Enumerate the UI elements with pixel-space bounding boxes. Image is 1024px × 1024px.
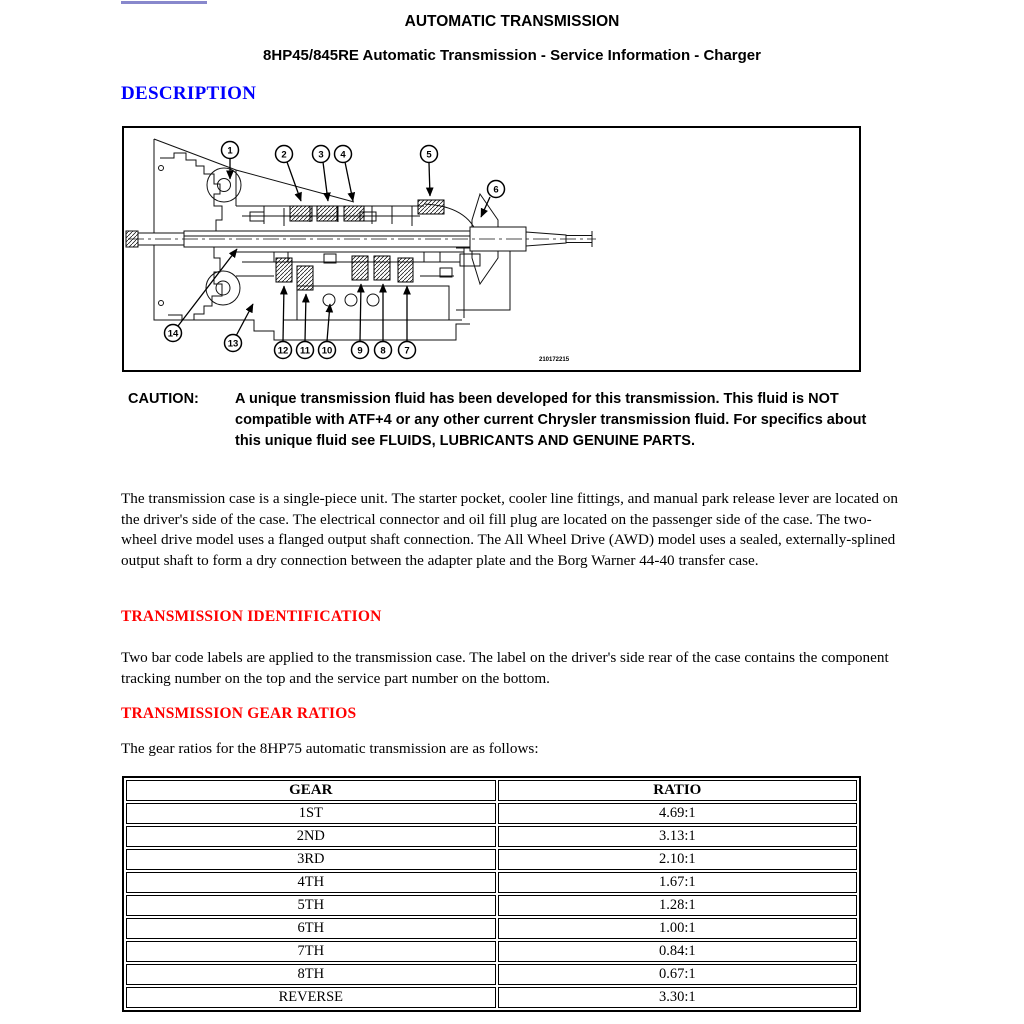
page-subtitle: 8HP45/845RE Automatic Transmission - Service Information - Charger	[263, 47, 761, 64]
ratio-cell: 2.10:1	[498, 849, 857, 870]
table-row	[126, 895, 857, 916]
gear-ratio-table	[122, 776, 861, 1012]
callout-13	[225, 335, 242, 352]
figure-number: 210172215	[539, 357, 570, 363]
transmission-cross-section	[124, 128, 859, 370]
svg-text:3: 3	[318, 149, 324, 161]
callout-12	[275, 342, 292, 359]
ratio-cell: 0.84:1	[498, 941, 857, 962]
callout-4	[335, 146, 352, 163]
svg-text:9: 9	[357, 345, 363, 357]
table-row	[126, 803, 857, 824]
gear-column-header: GEAR	[126, 780, 496, 801]
gear-cell: 3RD	[126, 849, 496, 870]
svg-text:12: 12	[277, 345, 289, 357]
svg-text:13: 13	[227, 338, 239, 350]
ratio-cell: 0.67:1	[498, 964, 857, 985]
callout-leader-lines	[178, 159, 490, 341]
caution-block	[128, 389, 900, 452]
ratio-cell: 4.69:1	[498, 803, 857, 824]
caution-label: CAUTION:	[128, 391, 199, 407]
callout-9	[352, 342, 369, 359]
svg-text:7: 7	[404, 345, 410, 357]
table-row	[126, 826, 857, 847]
callout-7	[399, 342, 416, 359]
ratio-cell: 3.30:1	[498, 987, 857, 1008]
svg-text:5: 5	[426, 149, 432, 161]
caution-text: A unique transmission fluid has been developed for this transmission. This fluid is NOT compatible with ATF+4 or any other current Chrysler transmission fluid. For specifics about this unique fluid see FLUIDS, LUBRICANTS AND GENUINE PARTS.	[235, 391, 867, 449]
gear-cell: REVERSE	[126, 987, 496, 1008]
description-paragraph: The transmission case is a single-piece unit. The starter pocket, cooler line fittings, and manual park release lever are located on the driver's side of the case. The electrical connector and oil fill plug are located on the passenger side of the case. The two-wheel drive model uses a flanged output shaft connection. The All Wheel Drive (AWD) model uses a sealed, externally-splined output shaft to form a dry connection between the adapter plate and the Borg Warner 44-40 transfer case.	[121, 490, 898, 569]
callout-10	[319, 342, 336, 359]
table-row	[126, 849, 857, 870]
ratio-cell: 1.67:1	[498, 872, 857, 893]
clipped-link-underline[interactable]	[121, 1, 207, 4]
ratio-cell: 1.28:1	[498, 895, 857, 916]
page-title: AUTOMATIC TRANSMISSION	[404, 13, 620, 30]
callout-11	[297, 342, 314, 359]
callout-balloons	[165, 142, 505, 359]
gear-cell: 5TH	[126, 895, 496, 916]
table-row	[126, 918, 857, 939]
callout-14	[165, 325, 182, 342]
gear-cell: 8TH	[126, 964, 496, 985]
ratio-column-header: RATIO	[498, 780, 857, 801]
callout-2	[276, 146, 293, 163]
gear-cell: 1ST	[126, 803, 496, 824]
gear-ratios-heading: TRANSMISSION GEAR RATIOS	[121, 705, 357, 722]
svg-text:1: 1	[227, 145, 233, 157]
callout-5	[421, 146, 438, 163]
identification-heading: TRANSMISSION IDENTIFICATION	[121, 608, 382, 625]
callout-1	[222, 142, 239, 159]
svg-text:6: 6	[493, 184, 499, 196]
ratio-cell: 3.13:1	[498, 826, 857, 847]
ratio-cell: 1.00:1	[498, 918, 857, 939]
description-heading: DESCRIPTION	[121, 83, 257, 104]
table-row	[126, 964, 857, 985]
svg-text:8: 8	[380, 345, 386, 357]
svg-text:10: 10	[321, 345, 333, 357]
table-row	[126, 941, 857, 962]
identification-paragraph: Two bar code labels are applied to the transmission case. The label on the driver's side rear of the case contains the component tracking number on the top and the service part number on the bottom.	[121, 649, 889, 687]
gear-cell: 6TH	[126, 918, 496, 939]
gear-ratios-intro: The gear ratios for the 8HP75 automatic transmission are as follows:	[121, 740, 539, 757]
gear-cell: 2ND	[126, 826, 496, 847]
table-row	[126, 987, 857, 1008]
callout-6	[488, 181, 505, 198]
callout-3	[313, 146, 330, 163]
gear-cell: 7TH	[126, 941, 496, 962]
svg-text:4: 4	[340, 149, 346, 161]
svg-text:14: 14	[167, 328, 179, 340]
gear-cell: 4TH	[126, 872, 496, 893]
table-header-row	[126, 780, 857, 801]
transmission-diagram-figure	[122, 126, 861, 372]
callout-8	[375, 342, 392, 359]
svg-text:11: 11	[299, 345, 311, 357]
table-row	[126, 872, 857, 893]
svg-text:2: 2	[281, 149, 287, 161]
